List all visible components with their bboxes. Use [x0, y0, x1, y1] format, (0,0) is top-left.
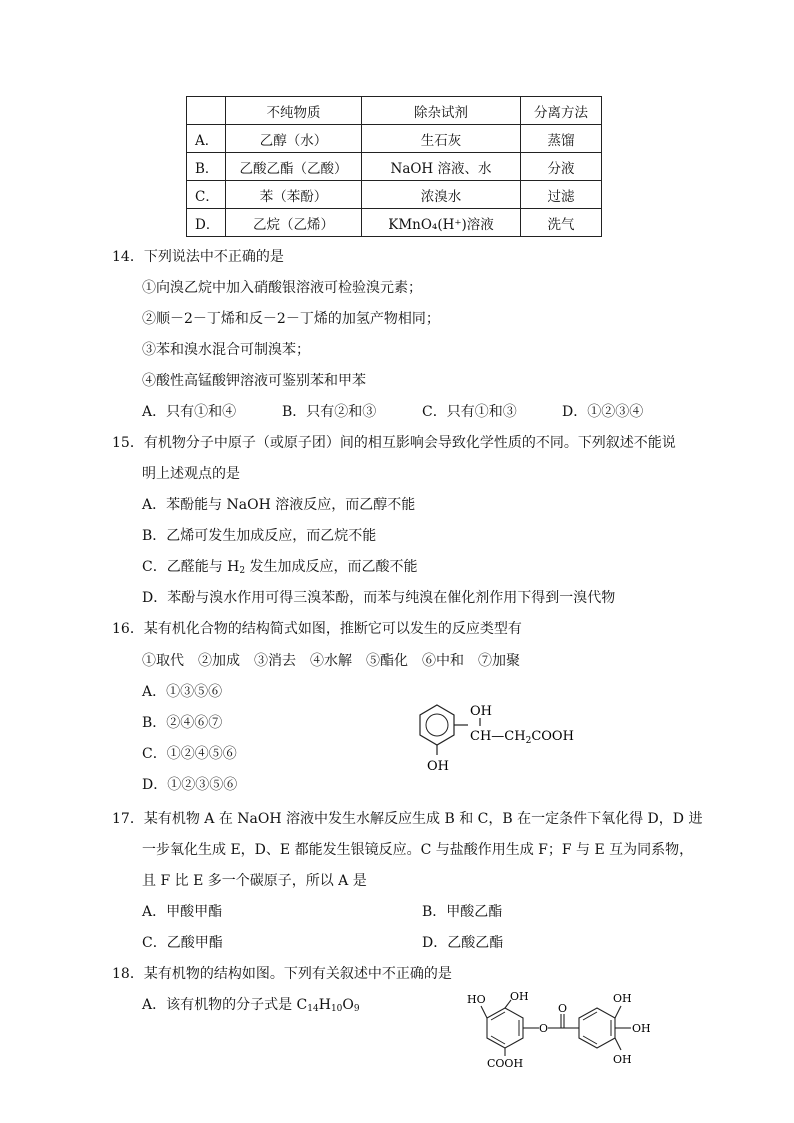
oh-bond: [615, 1006, 621, 1018]
table-header-row: [187, 97, 602, 125]
table-cell: 苯（苯酚）: [226, 181, 362, 209]
table-cell: NaOH 溶液、水: [362, 153, 521, 181]
q14-option-a: A．只有①和④: [142, 404, 237, 420]
right-ring-double-bond: [583, 1036, 597, 1044]
chain-label: [470, 729, 574, 746]
q17-option-b: B．甲酸乙酯: [422, 904, 503, 920]
cooh-label: COOH: [487, 1057, 524, 1070]
table-cell: 乙醇（水）: [226, 125, 362, 153]
left-benzene-ring: [487, 1008, 523, 1048]
table-cell: C．: [187, 181, 226, 209]
table-cell: D．: [187, 209, 226, 237]
table-header: 分离方法: [521, 97, 602, 125]
q18-structure-diagram: [455, 988, 685, 1070]
q16-reaction-types: ①取代 ②加成 ③消去 ④水解 ⑤酯化 ⑥中和 ⑦加聚: [142, 653, 520, 669]
table-cell: 蒸馏: [521, 125, 602, 153]
q18-option-a: [142, 994, 360, 1014]
oh-label: OH: [632, 1022, 651, 1035]
q16-stem: 16．某有机化合物的结构简式如图，推断它可以发生的反应类型有: [112, 621, 522, 637]
q17-option-c: C．乙酸甲酯: [142, 935, 223, 951]
table-cell: 分液: [521, 153, 602, 181]
oh-label: OH: [613, 1053, 632, 1066]
top-oh-label: OH: [470, 704, 492, 719]
q14-item: ②顺－2－丁烯和反－2－丁烯的加氢产物相同；: [142, 311, 440, 327]
q15-option-c-text-2: 发生加成反应，而乙酸不能: [245, 559, 418, 575]
table-cell: 乙烷（乙烯）: [226, 209, 362, 237]
formula-text: O: [342, 997, 354, 1013]
q15-option-c: [142, 556, 418, 576]
ho-label: HO: [467, 993, 486, 1006]
q14-option-d: D．①②③④: [562, 404, 644, 420]
aromatic-circle: [426, 714, 448, 736]
q16-structure-diagram: [410, 695, 610, 780]
table-cell: 生石灰: [362, 125, 521, 153]
q18-stem: 18．某有机物的结构如图。下列有关叙述中不正确的是: [112, 966, 452, 982]
table-cell: 浓溴水: [362, 181, 521, 209]
q15-stem-cont: 明上述观点的是: [142, 466, 240, 482]
table-cell: B．: [187, 153, 226, 181]
formula-text: H: [318, 997, 331, 1013]
q14-option-b: B．只有②和③: [282, 404, 377, 420]
table-cell: A．: [187, 125, 226, 153]
left-ring-double-bond: [491, 1036, 505, 1044]
right-benzene-ring: [579, 1008, 615, 1048]
oh-bond: [615, 1038, 621, 1050]
subscript: 2: [239, 566, 246, 576]
table-header: 除杂试剂: [362, 97, 521, 125]
formula-text: A．该有机物的分子式是 C: [142, 997, 308, 1013]
table-cell: KMnO₄(H⁺)溶液: [362, 209, 521, 237]
purification-table: [186, 96, 602, 237]
q14-item: ④酸性高锰酸钾溶液可鉴别苯和甲苯: [142, 373, 366, 389]
q16-option-a: A．①③⑤⑥: [142, 684, 223, 700]
table-cell: 乙酸乙酯（乙酸）: [226, 153, 362, 181]
q15-option-d: D．苯酚与溴水作用可得三溴苯酚，而苯与纯溴在催化剂作用下得到一溴代物: [142, 590, 616, 606]
q16-option-c: C．①②④⑤⑥: [142, 746, 237, 762]
carbonyl-o-label: O: [558, 1002, 568, 1015]
table-row: [187, 153, 602, 181]
subscript: 10: [330, 1004, 343, 1014]
q17-option-d: D．乙酸乙酯: [422, 935, 504, 951]
q17-stem-cont: 一步氧化生成 E，D、E 都能发生银镜反应。C 与盐酸作用生成 F；F 与 E 互为同系物，: [142, 842, 694, 858]
cooh-text: COOH: [531, 729, 574, 744]
table-header: 不纯物质: [226, 97, 362, 125]
ester-o-label: O: [539, 1022, 549, 1035]
left-ring-double-bond: [491, 1012, 505, 1020]
subscript: 14: [307, 1004, 319, 1014]
subscript: 9: [353, 1004, 360, 1014]
table-row: [187, 181, 602, 209]
table-header: [187, 97, 226, 125]
q14-item: ①向溴乙烷中加入硝酸银溶液可检验溴元素；: [142, 280, 422, 296]
q15-option-b: B．乙烯可发生加成反应，而乙烷不能: [142, 528, 377, 544]
q17-option-a: A．甲酸甲酯: [142, 904, 223, 920]
q14-option-c: C．只有①和③: [422, 404, 517, 420]
chain-subscript: 2: [525, 736, 532, 746]
q15-option-a: A．苯酚能与 NaOH 溶液反应，而乙醇不能: [142, 497, 416, 513]
q15-option-c-text: C．乙醛能与 H: [142, 559, 240, 575]
q14-stem: 14．下列说法中不正确的是: [112, 249, 284, 265]
chain-text: CH—CH: [470, 729, 526, 744]
q15-stem: 15．有机物分子中原子（或原子团）间的相互影响会导致化学性质的不同。下列叙述不能说: [112, 435, 676, 451]
table-row: [187, 209, 602, 237]
q17-stem-cont: 且 F 比 E 多一个碳原子，所以 A 是: [142, 873, 367, 889]
q16-option-b: B．②④⑥⑦: [142, 715, 223, 731]
table-cell: 洗气: [521, 209, 602, 237]
benzene-ring: [420, 705, 454, 745]
ho-bond: [481, 1006, 487, 1018]
ring-oh-label: OH: [427, 759, 449, 774]
oh-label: OH: [510, 990, 529, 1003]
q16-option-d: D．①②③⑤⑥: [142, 777, 238, 793]
q14-item: ③苯和溴水混合可制溴苯；: [142, 342, 310, 358]
table-row: [187, 125, 602, 153]
oh-label: OH: [613, 992, 632, 1005]
table-cell: 过滤: [521, 181, 602, 209]
q17-stem: 17．某有机物 A 在 NaOH 溶液中发生水解反应生成 B 和 C，B 在一定条件下氧化得 D，D 进: [112, 811, 703, 827]
right-ring-double-bond: [583, 1012, 597, 1020]
